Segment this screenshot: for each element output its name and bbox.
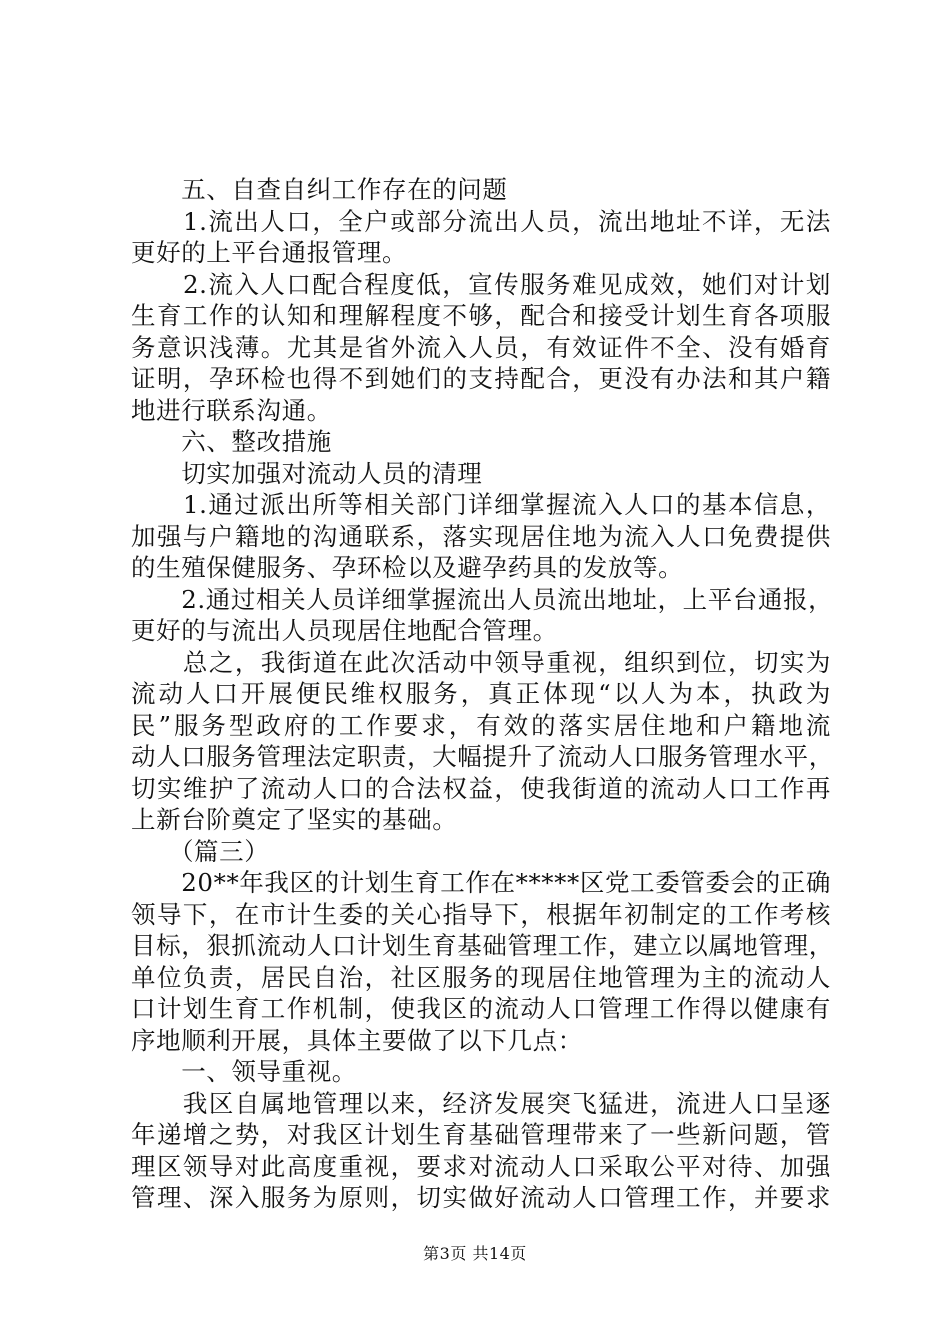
page-footer: 第3页 共14页: [423, 1244, 527, 1263]
text-line: 一、领导重视。: [131, 1057, 357, 1086]
text-line: 我区自属地管理以来，经济发展突飞猛进，流进人口呈逐: [131, 1088, 831, 1118]
text-line: 理区领导对此高度重视，要求对流动人口采取公平对待、加强: [131, 1151, 831, 1181]
text-line: 总之，我街道在此次活动中领导重视，组织到位，切实为: [131, 647, 831, 677]
text-line: 地进行联系沟通。: [131, 395, 332, 425]
text-line: （篇三）: [131, 836, 270, 866]
text-line: 管理、深入服务为原则，切实做好流动人口管理工作，并要求: [131, 1183, 831, 1212]
text-line: 加强与户籍地的沟通联系，落实现居住地为流入人口免费提供: [131, 521, 831, 551]
text-line: 生育工作的认知和理解程度不够，配合和接受计划生育各项服: [131, 301, 831, 330]
text-line: 更好的与流出人员现居住地配合管理。: [131, 616, 558, 645]
text-line: 口计划生育工作机制，使我区的流动人口管理工作得以健康有: [131, 994, 831, 1023]
text-line: 切实维护了流动人口的合法权益，使我街道的流动人口工作再: [131, 773, 831, 803]
text-line: 序地顺利开展，具体主要做了以下几点：: [131, 1025, 583, 1055]
text-line: 民”服务型政府的工作要求，有效的落实居住地和户籍地流: [131, 710, 831, 740]
text-line: 1.通过派出所等相关部门详细掌握流入人口的基本信息，: [131, 490, 831, 519]
text-line: 2.流入人口配合程度低，宣传服务难见成效，她们对计划: [131, 269, 831, 299]
text-line: 单位负责，居民自治，社区服务的现居住地管理为主的流动人: [131, 962, 831, 992]
text-line: 证明，孕环检也得不到她们的支持配合，更没有办法和其户籍: [131, 364, 831, 393]
text-line: 目标，狠抓流动人口计划生育基础管理工作，建立以属地管理，: [131, 931, 834, 960]
text-line: 流动人口开展便民维权服务，真正体现“以人为本，执政为: [131, 679, 831, 708]
text-line: 六、整改措施: [131, 427, 332, 456]
text-line: 务意识浅薄。尤其是省外流入人员，有效证件不全、没有婚育: [131, 332, 831, 362]
text-line: 年递增之势，对我区计划生育基础管理带来了一些新问题，管: [131, 1120, 831, 1149]
text-line: 2.通过相关人员详细掌握流出人员流出地址，上平台通报，: [131, 584, 834, 614]
text-line: 1.流出人口，全户或部分流出人员，流出地址不详，无法: [131, 206, 831, 236]
text-line: 动人口服务管理法定职责，大幅提升了流动人口服务管理水平，: [131, 742, 834, 771]
text-line: 五、自查自纠工作存在的问题: [131, 175, 508, 204]
text-line: 领导下，在市计生委的关心指导下，根据年初制定的工作考核: [131, 899, 831, 929]
text-line: 20**年我区的计划生育工作在*****区党工委管委会的正确: [131, 868, 831, 897]
text-line: 更好的上平台通报管理。: [131, 238, 408, 267]
text-line: 的生殖保健服务、孕环检以及避孕药具的发放等。: [131, 553, 684, 582]
text-line: 上新台阶奠定了坚实的基础。: [131, 805, 458, 834]
text-line: 切实加强对流动人员的清理: [131, 458, 483, 488]
document-body: [131, 174, 834, 1214]
